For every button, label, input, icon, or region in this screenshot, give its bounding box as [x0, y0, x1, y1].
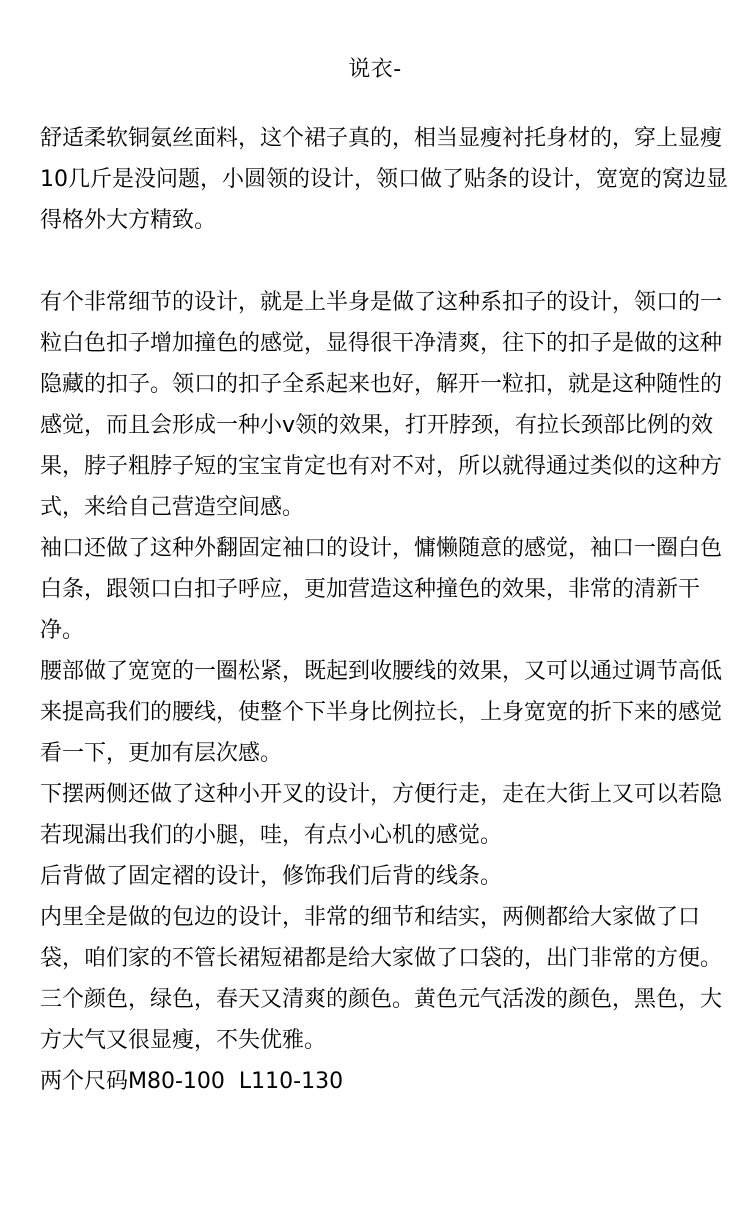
paragraph-back-pleat: 后背做了固定褶的设计，修饰我们后背的线条。 [40, 864, 503, 889]
paragraph-buttons: 有个非常细节的设计，就是上半身是做了这种系扣子的设计，领口的一粒白色扣子增加撞色的感觉，显得很干净清爽，往下的扣子是做的这种隐藏的扣子。领口的扣子全系起来也好，解开一粒扣，就是这种随性的感觉，而且会形成一种小v领的效果，打开脖颈，有拉长颈部比例的效果，脖子粗脖子短的宝宝肯定也有对不对，所以就得通过类似的这种方式，来给自己营造空间感。 [40, 290, 723, 520]
paragraph-sizes: 两个尺码M80-100 L110-130 [40, 1069, 344, 1094]
paragraph-cuffs: 袖口还做了这种外翻固定袖口的设计，慵懒随意的感觉，袖口一圈白色白条，跟领口白扣子呼应，更加营造这种撞色的效果，非常的清新干净。 [40, 536, 723, 643]
document-title: 说衣- [348, 57, 402, 82]
paragraph-lining-pockets: 内里全是做的包边的设计，非常的细节和结实，两侧都给大家做了口袋，咱们家的不管长裙短裙都是给大家做了口袋的，出门非常的方便。三个颜色，绿色，春天又清爽的颜色。黄色元气活泼的颜色，黑色，大方大气又很显瘦，不失优雅。 [40, 905, 723, 1053]
paragraph-hem-slit: 下摆两侧还做了这种小开叉的设计，方便行走，走在大街上又可以若隐若现漏出我们的小腿，哇，有点小心机的感觉。 [40, 782, 723, 848]
paragraph-fabric: 舒适柔软铜氨丝面料，这个裙子真的，相当显瘦衬托身材的，穿上显瘦10几斤是没问题，小圆领的设计，领口做了贴条的设计，宽宽的窝边显得格外大方精致。 [40, 126, 728, 233]
paragraph-waist: 腰部做了宽宽的一圈松紧，既起到收腰线的效果，又可以通过调节高低来提高我们的腰线，使整个下半身比例拉长，上身宽宽的折下来的感觉看一下，更加有层次感。 [40, 659, 723, 766]
document-body [40, 118, 730, 1102]
